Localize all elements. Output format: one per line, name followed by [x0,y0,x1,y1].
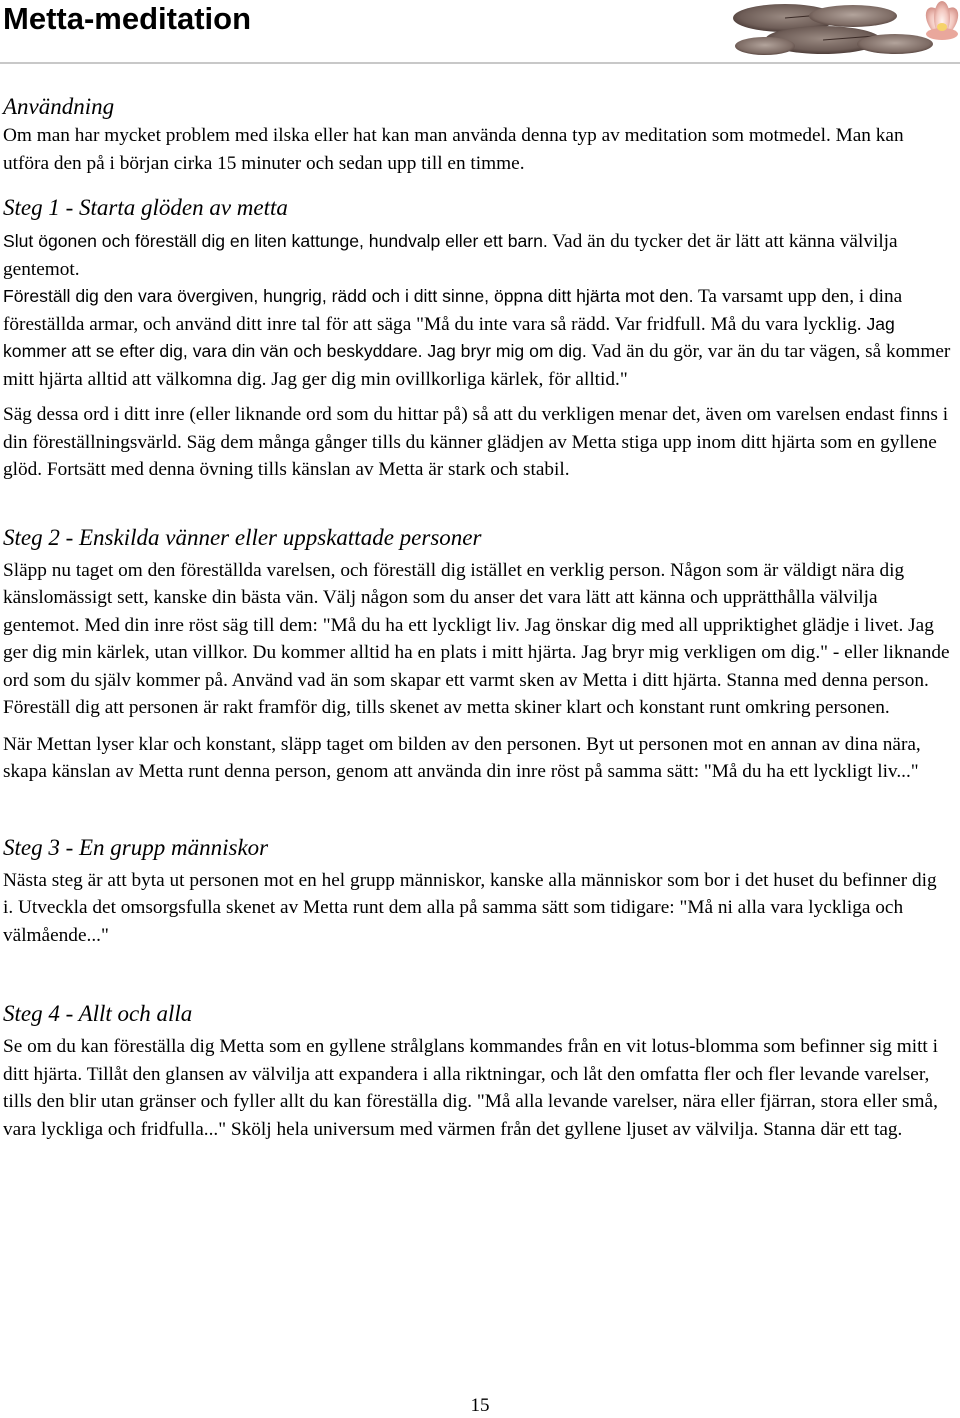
section-anvandning [3,93,951,177]
text-run: Ta varsamt upp den, i dina föreställda armar, och använd ditt inre tal för att säga "Må du inte vara så rädd. Var fridfull. Må du vara lycklig. [3,286,903,335]
paragraph: Släpp nu taget om den föreställda varelsen, och föreställ dig istället en verklig person. Någon som är väldigt nära dig känslomässigt sett, kanske din bästa vän. Välj någon som du anser det vara lätt att känna och upprätthålla välvilja gentemot. Med din inre röst säg till dem: "Må du ha ett lyckligt liv. Jag önskar dig med all uppriktighet glädje i livet. Jag ger dig min kärlek, utan villkor. Du kommer alltid ha en plats i mitt hjärta. Jag bryr mig verkligen om dig." - eller liknande ord som du själv kommer på. Använd vad än som skapar ett varmt sken av Metta i ditt hjärta. Stanna med denna person. Föreställ dig att personen är rakt framför dig, tills skenet av metta skiner klart och konstant runt omkring personen. [3,559,950,718]
paragraph: Säg dessa ord i ditt inre (eller liknande ord som du hittar på) så att du verkligen menar det, även om varelsen endast finns i din föreställningsvärld. Säg dem många gånger tills du känner glädjen av Metta stiga upp inom ditt hjärta som en gyllene glöd. Fortsätt med denna övning tills känslan av Metta är stark och stabil. [3,404,949,480]
document-body [3,88,951,1143]
paragraph: Se om du kan föreställa dig Metta som en gyllene strålglans kommandes från en vit lotus-blomma som befinner sig mitt i ditt hjärta. Tillåt den glansen av välvilja att expandera i alla riktningar, och låt den omfatta fler och fler levande varelser, tills den blir utan gränser och fyller allt du kan föreställa dig. "Må alla levande varelser, nära eller fjärran, stora eller små, vara lyckliga och fridfulla..." Skölj hela universum med värmen från det gyllene ljuset av välvilja. Stanna där ett tag. [3,1036,938,1140]
section-steg-1 [3,194,951,484]
text-run: Vad än du gör, var än du tar vägen, så kommer mitt hjärta alltid att välkomna dig. Jag ger dig min ovillkorliga kärlek, för alltid." [3,341,951,390]
text-run: Slut ögonen och föreställ dig en liten kattunge, hundvalp eller ett barn. [3,231,548,251]
section-heading: Steg 1 - Starta glöden av metta [3,195,288,220]
lily-pads-lotus-image [725,0,960,60]
section-steg-3 [3,834,951,950]
text-run: Föreställ dig den vara övergiven, hungrig, rädd och i ditt sinne, öppna ditt hjärta mot den. [3,286,694,306]
paragraph [3,283,951,393]
section-heading: Steg 4 - Allt och alla [3,1001,193,1026]
text-run: Jag kommer att se efter dig, vara din vän och beskyddare. Jag bryr mig om dig. [3,313,895,361]
page-header [0,0,960,64]
paragraph: Nästa steg är att byta ut personen mot en hel grupp människor, kanske alla människor som bor i det huset du befinner dig i. Utveckla det omsorgsfulla skenet av Metta runt dem alla på samma sätt som tidigare: "Må ni alla vara lyckliga och välmående..." [3,869,937,946]
section-heading: Användning [3,94,115,119]
section-heading: Steg 3 - En grupp människor [3,834,269,860]
section-steg-4 [3,1000,951,1143]
text-run: Vad än du tycker det är lätt att känna välvilja gentemot. [3,231,898,280]
paragraph [3,228,951,283]
lotus-flower [921,1,960,40]
section-steg-2 [3,524,951,786]
paragraph: Om man har mycket problem med ilska eller hat kan man använda denna typ av meditation som motmedel. Man kan utföra den på i början cirka 15 minuter och sedan upp till en timme. [3,125,904,174]
page-number: 15 [470,1395,490,1416]
section-heading: Steg 2 - Enskilda vänner eller uppskattade personer [3,524,482,550]
paragraph: När Mettan lyser klar och konstant, släpp taget om bilden av den personen. Byt ut personen mot en annan av dina nära, skapa känslan av Metta runt denna person, genom att använda din inre röst på samma sätt: "Må du ha ett lyckligt liv..." [3,733,921,782]
page-title: Metta-meditation [3,1,251,36]
